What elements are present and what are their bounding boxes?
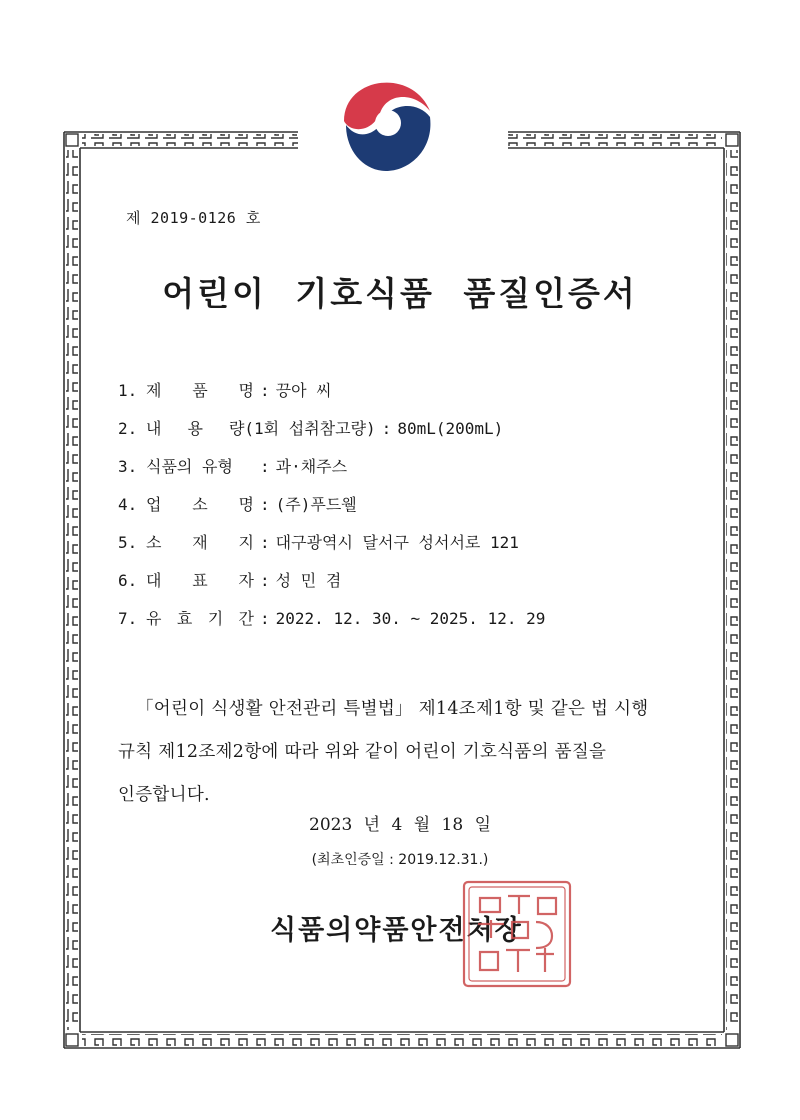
- body-line-2: 규칙 제12조제2항에 따라 위와 같이 어린이 기호식품의 품질을: [118, 742, 607, 762]
- field-label-part: 내: [146, 419, 162, 438]
- field-row: [118, 378, 545, 416]
- field-label-part: 품: [192, 381, 208, 400]
- issue-date: 2023 년 4 월 18 일: [309, 815, 491, 835]
- field-label-part: 소: [146, 533, 162, 552]
- government-emblem-icon: [336, 63, 436, 175]
- field-colon: :: [260, 609, 270, 628]
- field-value: 끙아 씨: [275, 381, 332, 400]
- field-label: [146, 568, 254, 591]
- field-value: 대구광역시 달서구 성서서로 121: [275, 533, 519, 552]
- field-label: [146, 378, 254, 401]
- field-number: 7.: [118, 609, 138, 628]
- field-colon: :: [260, 381, 270, 400]
- field-number: 3.: [118, 457, 138, 476]
- field-colon: :: [260, 457, 270, 476]
- field-number: 4.: [118, 495, 138, 514]
- field-label-part: 소: [192, 495, 208, 514]
- field-label-part: 명: [238, 495, 254, 514]
- body-line-3: 인증합니다.: [118, 785, 210, 805]
- field-value: 80mL(200mL): [397, 419, 504, 438]
- field-label-part: 식품의 유형: [146, 457, 233, 476]
- field-label-part: 표: [192, 571, 208, 590]
- field-label-part: 효: [176, 609, 193, 628]
- field-label-part: 자: [238, 571, 254, 590]
- field-row: [118, 606, 545, 644]
- issuer-title: 식품의약품안전처장: [270, 915, 523, 946]
- field-row: [118, 492, 545, 530]
- field-label-part: 재: [192, 533, 208, 552]
- field-label: [146, 492, 254, 515]
- field-label-part: 기: [207, 609, 224, 628]
- field-label-part: 명: [238, 381, 254, 400]
- field-label: [146, 530, 254, 553]
- field-label: [146, 454, 254, 477]
- field-colon: :: [260, 571, 270, 590]
- field-row: [118, 530, 545, 568]
- field-value: (주)푸드웰: [275, 495, 357, 514]
- first-certification-date: (최초인증일 : 2019.12.31.): [311, 852, 489, 868]
- official-seal-stamp: [458, 876, 576, 992]
- field-label: [146, 416, 376, 439]
- field-colon: :: [260, 533, 270, 552]
- field-number: 2.: [118, 419, 138, 438]
- field-label-part: 대: [146, 571, 162, 590]
- field-row: [118, 454, 545, 492]
- field-value: 2022. 12. 30. ~ 2025. 12. 29: [275, 609, 546, 628]
- field-value: 성 민 겸: [275, 571, 342, 590]
- field-value: 과·채주스: [275, 457, 348, 476]
- field-label: [146, 606, 254, 629]
- certificate-number: 제 2019-0126 호: [126, 209, 261, 227]
- field-row: [118, 416, 545, 454]
- field-label-part: 유: [146, 609, 162, 628]
- field-label-part: 지: [238, 533, 254, 552]
- certificate-body: [118, 688, 698, 817]
- field-label-part: 용: [187, 419, 203, 438]
- field-number: 6.: [118, 571, 138, 590]
- field-number: 1.: [118, 381, 138, 400]
- certificate-fields: [118, 378, 545, 644]
- field-colon: :: [381, 419, 392, 438]
- certificate-title: 어린이 기호식품 품질인증서: [162, 274, 638, 313]
- body-line-1: 「어린이 식생활 안전관리 특별법」 제14조제1항 및 같은 법 시행: [136, 699, 649, 719]
- field-colon: :: [260, 495, 270, 514]
- field-number: 5.: [118, 533, 138, 552]
- emblem-center: [375, 110, 401, 136]
- field-label-part: 제: [146, 381, 162, 400]
- field-label-part: 업: [146, 495, 162, 514]
- field-row: [118, 568, 545, 606]
- field-label-part: 간: [238, 609, 254, 628]
- field-label-part: 량(1회 섭취참고량): [228, 419, 376, 438]
